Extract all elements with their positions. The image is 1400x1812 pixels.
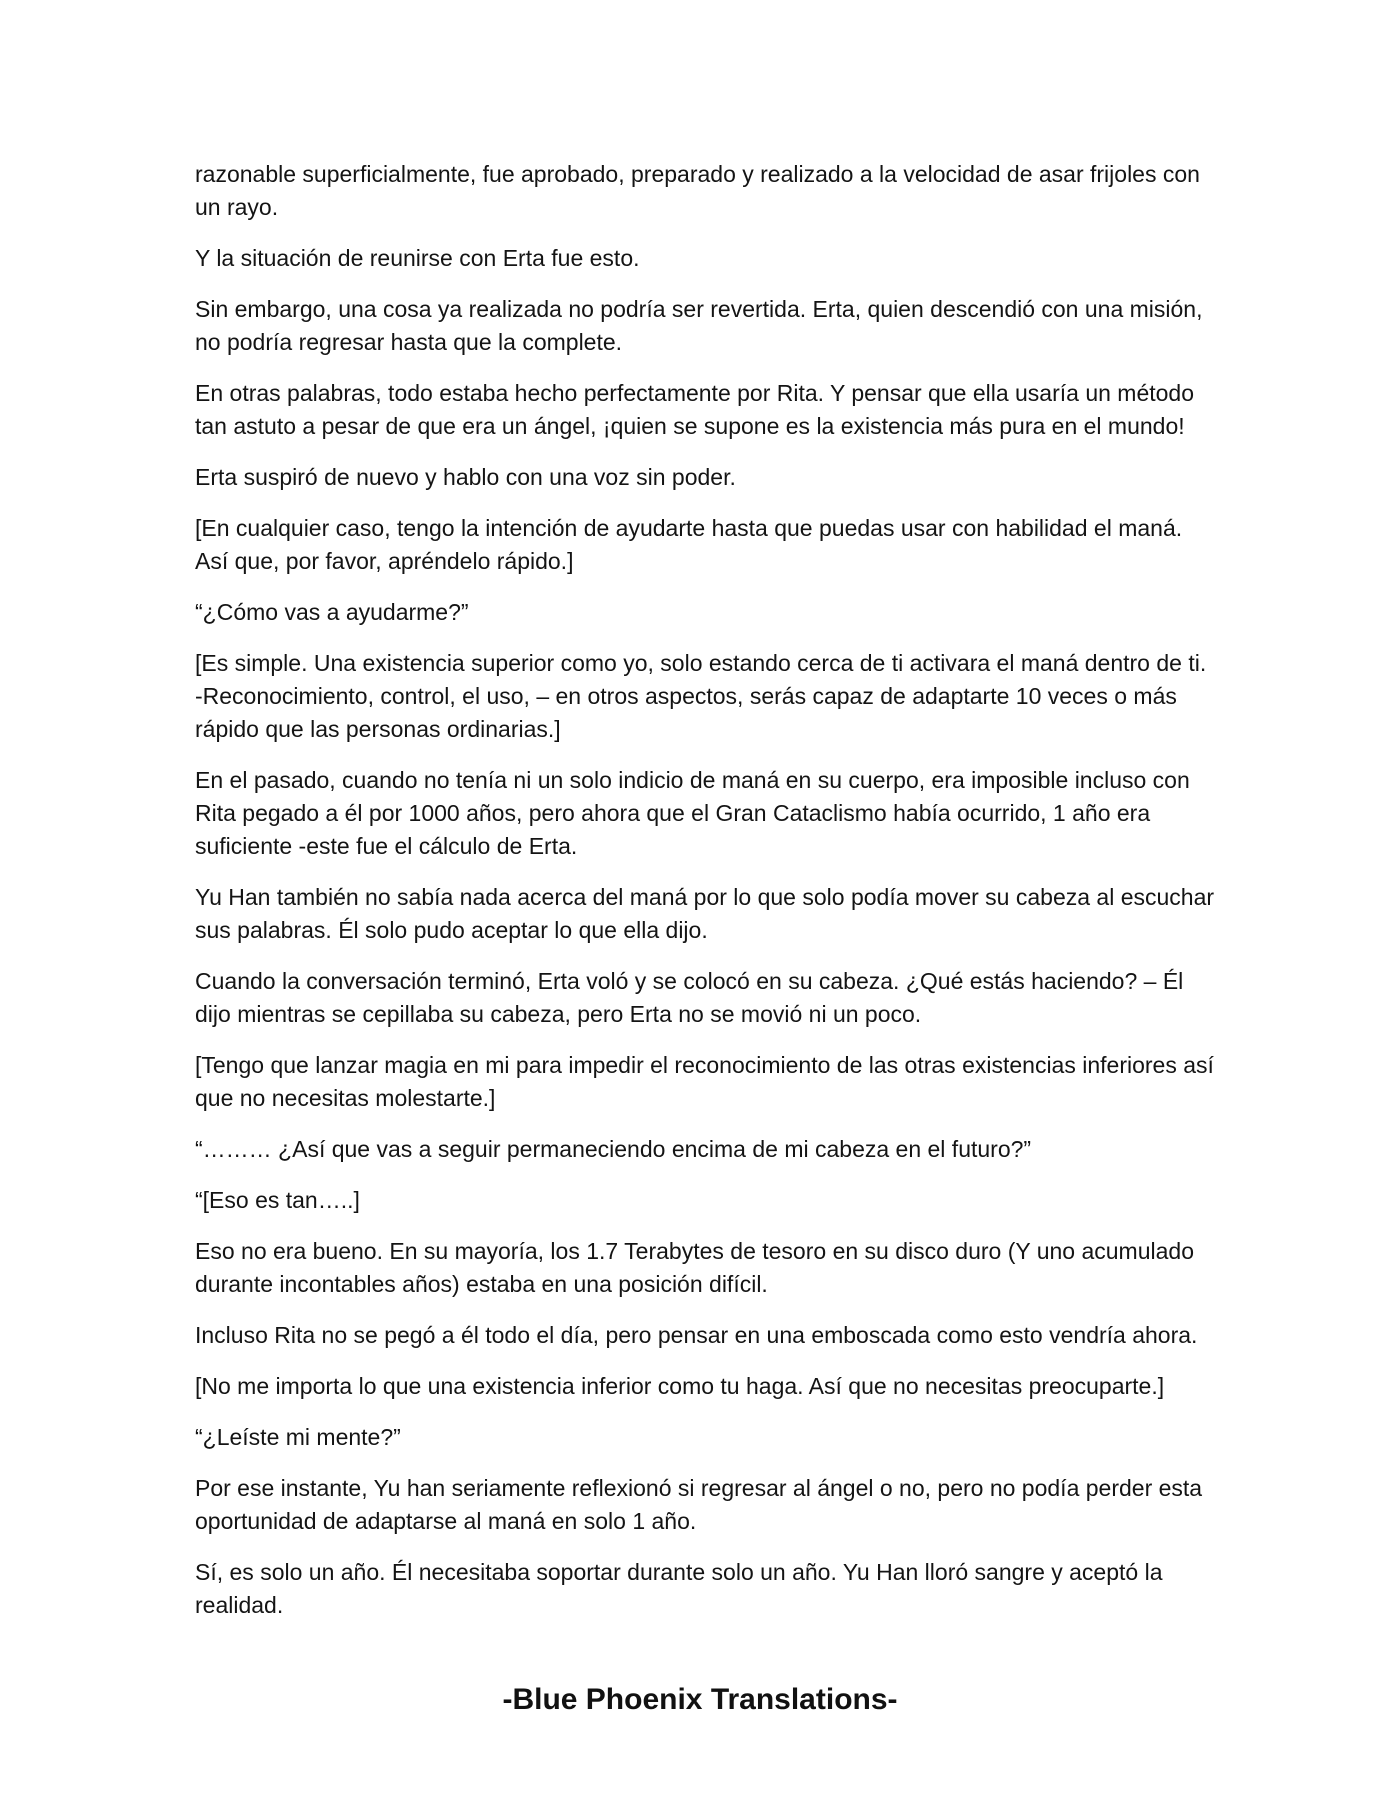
paragraph: Y la situación de reunirse con Erta fue esto. [195,245,640,271]
paragraph: Incluso Rita no se pegó a él todo el día, pero pensar en una emboscada como esto vendría ahora. [195,1322,1198,1348]
paragraph: Yu Han también no sabía nada acerca del maná por lo que solo podía mover su cabeza al escuchar sus palabras. Él solo pudo aceptar lo que ella dijo. [195,884,1215,943]
paragraph: “¿Cómo vas a ayudarme?” [195,599,469,625]
paragraph: razonable superficialmente, fue aprobado, preparado y realizado a la velocidad de asar frijoles con un rayo. [195,161,1200,220]
paragraph: Por ese instante, Yu han seriamente reflexionó si regresar al ángel o no, pero no podía perder esta oportunidad de adaptarse al maná en solo 1 año. [195,1475,1203,1534]
paragraph: Erta suspiró de nuevo y hablo con una voz sin poder. [195,464,736,490]
translator-credit: -Blue Phoenix Translations- [502,1683,898,1716]
paragraph: [Tengo que lanzar magia en mi para impedir el reconocimiento de las otras existencias inferiores así que no necesitas molestarte.] [195,1052,1214,1111]
paragraph: “[Eso es tan…..] [195,1187,360,1213]
paragraph: [Es simple. Una existencia superior como yo, solo estando cerca de ti activara el maná dentro de ti. -Reconocimiento, control, el uso, – en otros aspectos, serás capaz de adaptarte 10 veces o más rápido que las personas ordinarias.] [195,650,1207,742]
paragraph: “……… ¿Así que vas a seguir permaneciendo encima de mi cabeza en el futuro?” [195,1136,1032,1162]
paragraph: Cuando la conversación terminó, Erta voló y se colocó en su cabeza. ¿Qué estás haciendo? – Él dijo mientras se cepillaba su cabeza, pero Erta no se movió ni un poco. [195,968,1184,1027]
paragraph: Eso no era bueno. En su mayoría, los 1.7 Terabytes de tesoro en su disco duro (Y uno acumulado durante incontables años) estaba en una posición difícil. [195,1238,1194,1297]
paragraph: En otras palabras, todo estaba hecho perfectamente por Rita. Y pensar que ella usaría un método tan astuto a pesar de que era un ángel, ¡quien se supone es la existencia más pura en el mundo! [195,380,1195,439]
paragraph: Sí, es solo un año. Él necesitaba soportar durante solo un año. Yu Han lloró sangre y aceptó la realidad. [195,1559,1163,1618]
paragraph: En el pasado, cuando no tenía ni un solo indicio de maná en su cuerpo, era imposible incluso con Rita pegado a él por 1000 años, pero ahora que el Gran Cataclismo había ocurrido, 1 año era suficiente -este fue el cálculo de Erta. [195,767,1190,859]
paragraph: “¿Leíste mi mente?” [195,1424,401,1450]
paragraph: [En cualquier caso, tengo la intención de ayudarte hasta que puedas usar con habilidad el maná. Así que, por favor, apréndelo rápido.] [195,515,1183,574]
paragraph: Sin embargo, una cosa ya realizada no podría ser revertida. Erta, quien descendió con una misión, no podría regresar hasta que la complete. [195,296,1203,355]
document-body [195,158,1215,1640]
paragraph: [No me importa lo que una existencia inferior como tu haga. Así que no necesitas preocuparte.] [195,1373,1165,1399]
